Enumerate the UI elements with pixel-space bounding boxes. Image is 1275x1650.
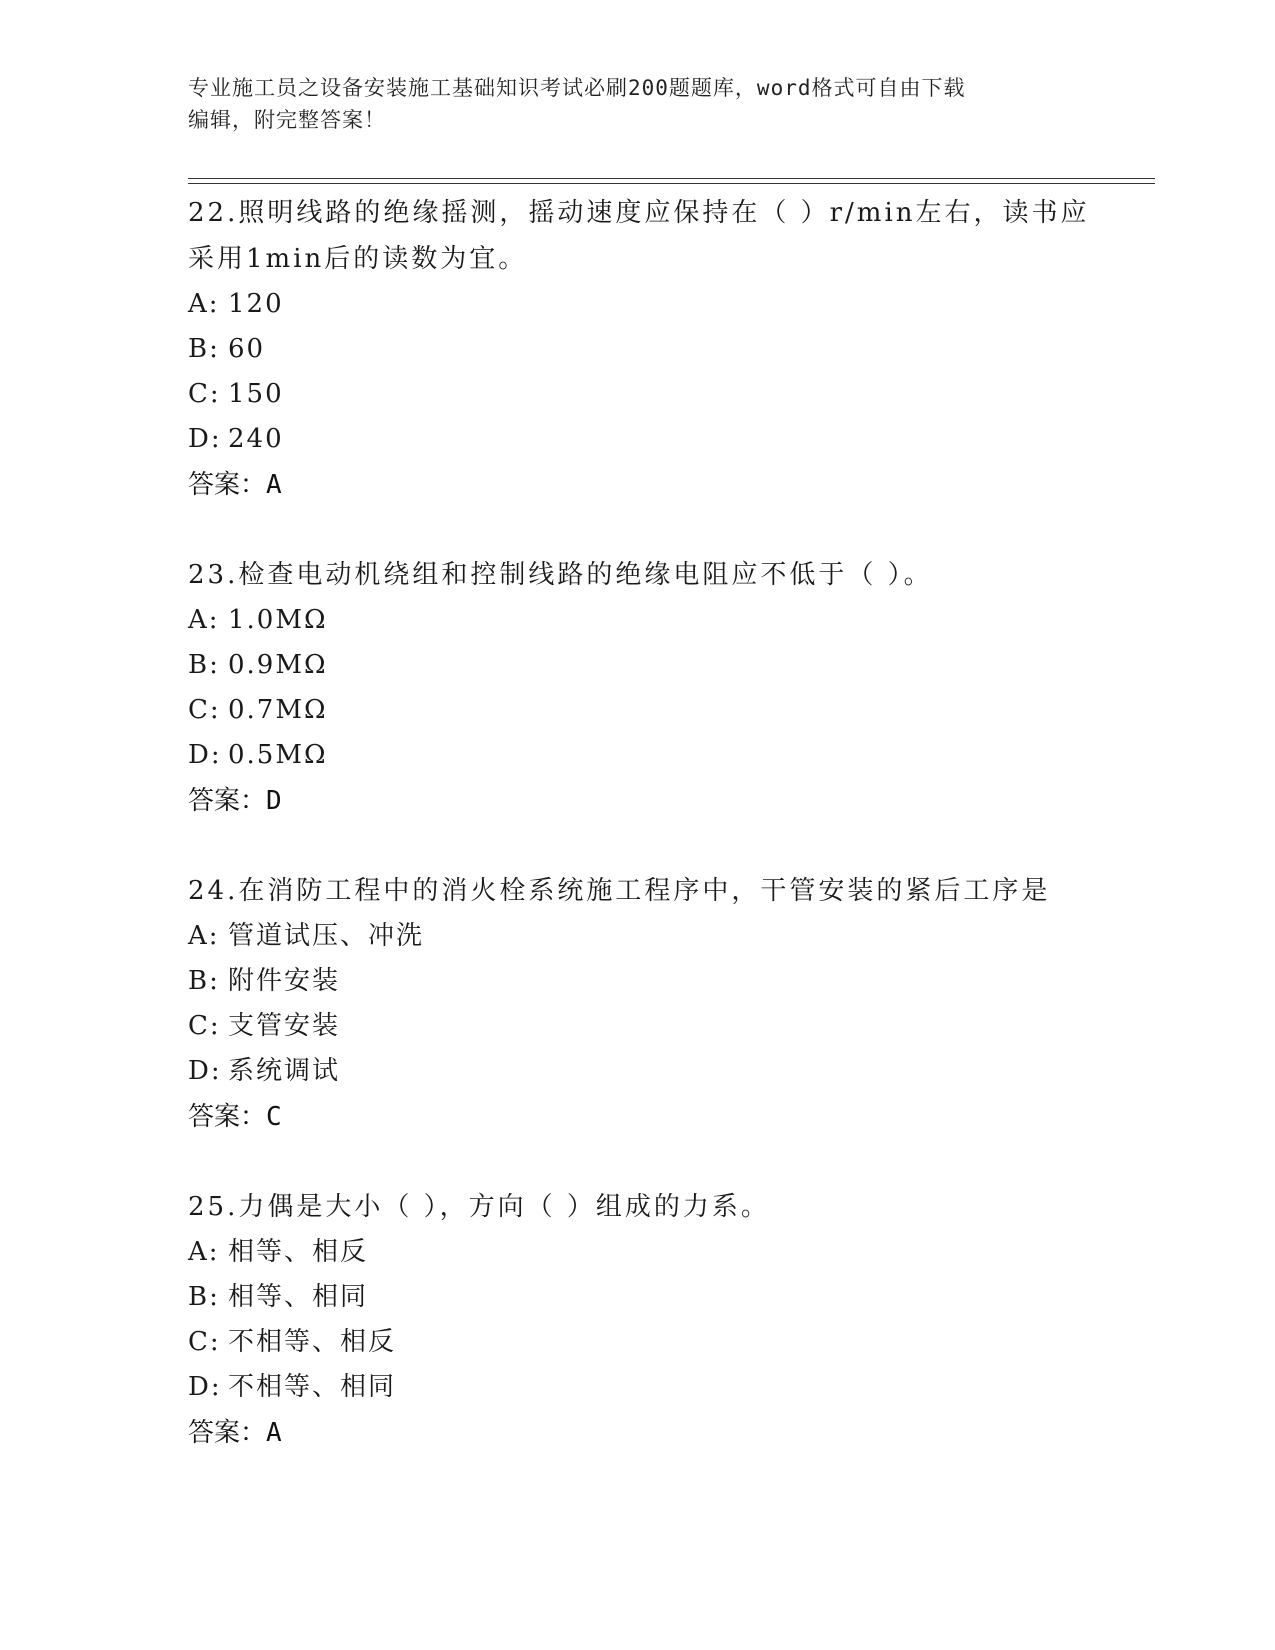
option-c: [188, 372, 1088, 417]
answer-label: 答案：: [188, 786, 267, 816]
answer-label: 答案：: [188, 470, 267, 500]
option-c: [188, 1004, 1088, 1049]
question-22: [188, 190, 1088, 508]
option-key: C:: [188, 1011, 221, 1041]
answer-label: 答案：: [188, 1102, 267, 1132]
option-text: 系统调试: [228, 1056, 341, 1086]
question-23: [188, 552, 1088, 824]
question-stem-line: 22.照明线路的绝缘摇测，摇动速度应保持在（ ）r/min左右，读书应: [188, 198, 1090, 228]
answer-label: 答案：: [188, 1418, 267, 1448]
answer-line: [188, 462, 1088, 508]
option-text: 不相等、相反: [228, 1327, 397, 1357]
option-key: A:: [188, 921, 220, 951]
option-a: [188, 598, 1088, 643]
option-text: 管道试压、冲洗: [228, 921, 425, 951]
header-divider-bottom: [188, 183, 1155, 184]
option-key: C:: [188, 695, 221, 725]
option-text: 不相等、相同: [228, 1372, 397, 1402]
option-text: 1.0MΩ: [228, 605, 328, 635]
option-b: [188, 643, 1088, 688]
option-key: D:: [188, 1372, 222, 1402]
option-text: 相等、相反: [228, 1237, 369, 1267]
question-stem: [188, 1184, 1088, 1230]
question-stem-line: 23.检查电动机绕组和控制线路的绝缘电阻应不低于（ ）。: [188, 560, 933, 590]
option-text: 0.5MΩ: [228, 740, 328, 770]
answer-line: [188, 1410, 1088, 1456]
option-c: [188, 688, 1088, 733]
option-text: 60: [228, 334, 266, 364]
option-key: D:: [188, 424, 222, 454]
answer-value: A: [266, 470, 282, 500]
option-d: [188, 417, 1088, 462]
option-key: B:: [188, 966, 220, 996]
option-key: B:: [188, 650, 220, 680]
header-line-1: 专业施工员之设备安装施工基础知识考试必刷200题题库，word格式可自由下载: [188, 76, 966, 100]
question-stem: [188, 552, 1088, 598]
option-d: [188, 1049, 1088, 1094]
option-key: A:: [188, 289, 220, 319]
option-text: 相等、相同: [228, 1282, 369, 1312]
option-text: 支管安装: [228, 1011, 341, 1041]
option-text: 0.9MΩ: [228, 650, 328, 680]
question-stem-line: 采用1min后的读数为宜。: [188, 244, 528, 274]
option-text: 120: [228, 289, 284, 319]
question-stem: [188, 190, 1088, 282]
option-key: B:: [188, 1282, 220, 1312]
answer-value: A: [266, 1418, 282, 1448]
header-line-2: 编辑，附完整答案！: [188, 108, 386, 132]
option-text: 150: [228, 379, 284, 409]
option-key: B:: [188, 334, 220, 364]
option-key: C:: [188, 379, 221, 409]
option-b: [188, 327, 1088, 372]
option-text: 0.7MΩ: [228, 695, 328, 725]
option-key: D:: [188, 1056, 222, 1086]
option-a: [188, 282, 1088, 327]
answer-line: [188, 778, 1088, 824]
option-key: A:: [188, 1237, 220, 1267]
option-key: A:: [188, 605, 220, 635]
option-text: 240: [228, 424, 284, 454]
question-stem: [188, 868, 1088, 914]
option-key: D:: [188, 740, 222, 770]
option-d: [188, 1365, 1088, 1410]
option-a: [188, 914, 1088, 959]
option-text: 附件安装: [228, 966, 341, 996]
question-25: [188, 1184, 1088, 1456]
question-list: [188, 190, 1088, 1500]
option-d: [188, 733, 1088, 778]
question-24: [188, 868, 1088, 1140]
document-header: [188, 72, 1088, 136]
option-c: [188, 1320, 1088, 1365]
option-a: [188, 1230, 1088, 1275]
option-key: C:: [188, 1327, 221, 1357]
option-b: [188, 959, 1088, 1004]
header-divider-top: [188, 178, 1155, 179]
question-stem-line: 25.力偶是大小（ ），方向（ ）组成的力系。: [188, 1192, 770, 1222]
option-b: [188, 1275, 1088, 1320]
answer-line: [188, 1094, 1088, 1140]
question-stem-line: 24.在消防工程中的消火栓系统施工程序中，干管安装的紧后工序是: [188, 876, 1051, 906]
answer-value: C: [266, 1102, 282, 1132]
answer-value: D: [266, 786, 282, 816]
